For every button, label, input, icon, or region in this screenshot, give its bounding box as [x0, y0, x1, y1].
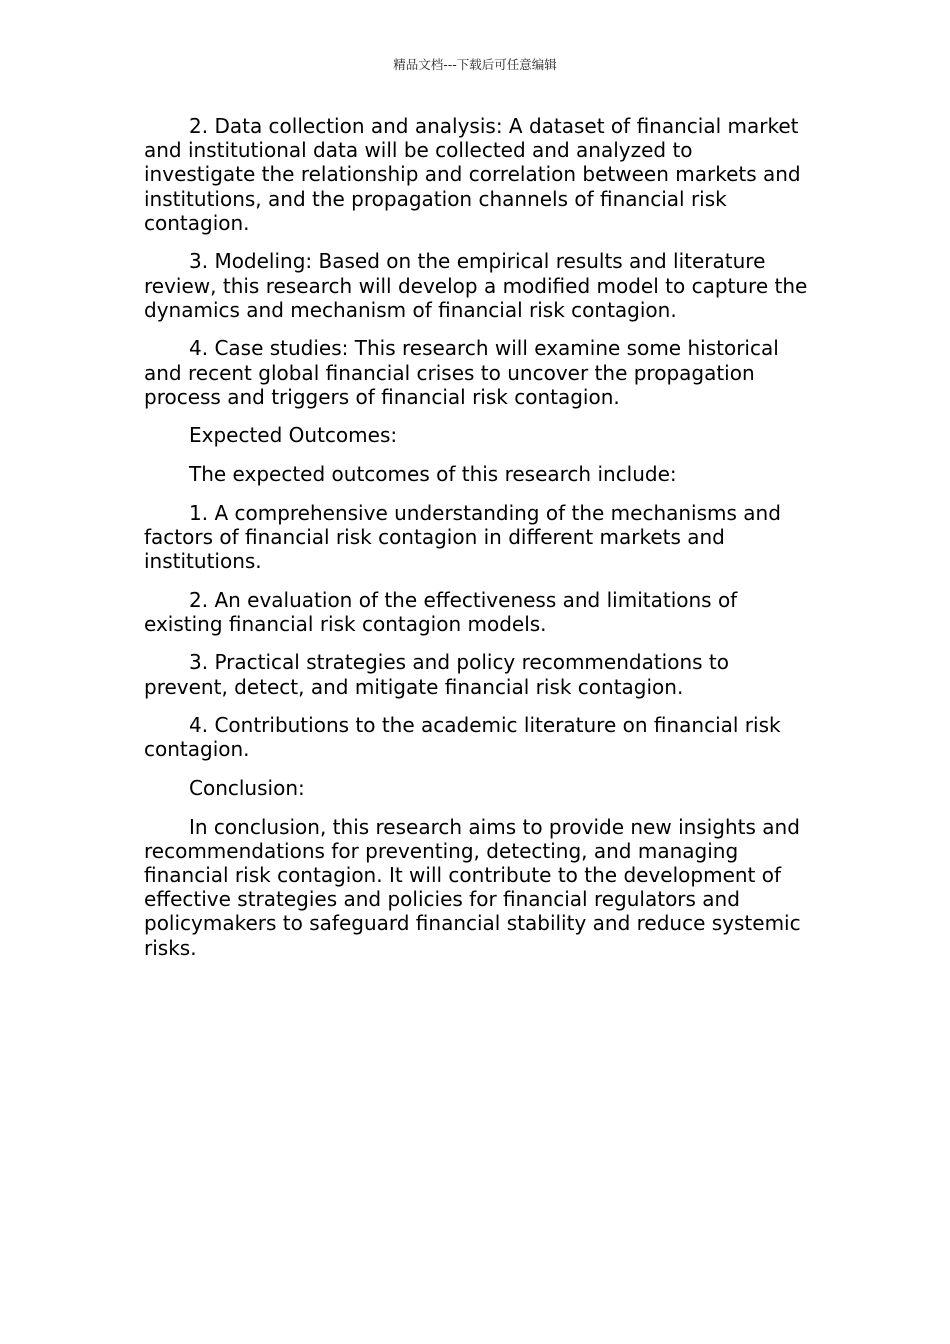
page-header: 精品文档---下载后可任意编辑 — [393, 57, 557, 72]
heading-conclusion: Conclusion: — [189, 775, 305, 800]
paragraph-outcome-1: 1. A comprehensive understanding of the mechanisms and factors of financial risk contagion in different markets and institutions. — [144, 500, 781, 573]
paragraph-outcome-4: 4. Contributions to the academic literature on financial risk contagion. — [144, 713, 781, 762]
document-body — [144, 114, 809, 974]
heading-expected-outcomes: Expected Outcomes: — [189, 423, 398, 448]
paragraph-modeling: 3. Modeling: Based on the empirical results and literature review, this research will develop a modified model to capture the dynamics and mechanism of financial risk contagion. — [144, 249, 808, 322]
paragraph-outcome-2: 2. An evaluation of the effectiveness and limitations of existing financial risk contagion models. — [144, 587, 738, 636]
paragraph-outcome-3: 3. Practical strategies and policy recommendations to prevent, detect, and mitigate financial risk contagion. — [144, 650, 730, 699]
paragraph-data-collection: 2. Data collection and analysis: A dataset of financial market and institutional data will be collected and analyzed to investigate the relationship and correlation between markets and institutions, and the propagation channels of financial risk contagion. — [144, 114, 801, 235]
paragraph-outcomes-intro: The expected outcomes of this research include: — [189, 462, 677, 486]
paragraph-conclusion: In conclusion, this research aims to provide new insights and recommendations for preventing, detecting, and managing financial risk contagion. It will contribute to the development of effective strategies and policies for financial regulators and policymakers to safeguard financial stability and reduce systemic risks. — [144, 814, 801, 960]
paragraph-case-studies: 4. Case studies: This research will examine some historical and recent global financial crises to uncover the propagation process and triggers of financial risk contagion. — [144, 336, 779, 409]
